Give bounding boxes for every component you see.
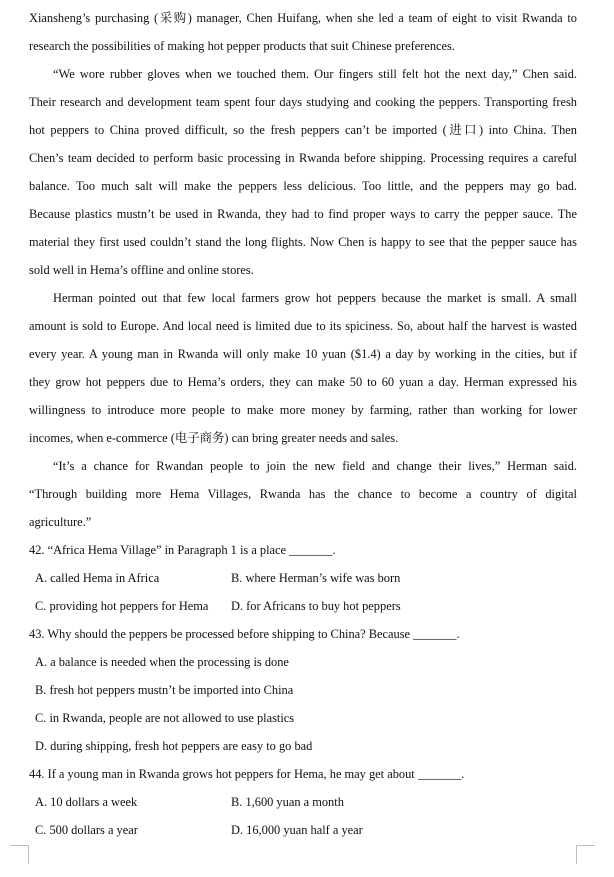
paragraph-4-line: “It’s a chance for Rwandan people to join the new field and change their lives,” Herman said. (53, 459, 577, 473)
paragraph-3-line: they grow hot peppers due to Hema’s orders, they can make 50 to 60 yuan a day. Herman expressed his (29, 375, 577, 389)
option-a[interactable]: A. a balance is needed when the processing is done (35, 655, 289, 669)
option-c[interactable]: C. providing hot peppers for Hema (35, 599, 209, 613)
paragraph-2-line: Their research and development team spent four days studying and cooking the peppers. Transporting fresh (29, 95, 577, 109)
option-c[interactable]: C. in Rwanda, people are not allowed to use plastics (35, 711, 295, 725)
option-d[interactable]: D. during shipping, fresh hot peppers are easy to go bad (35, 739, 313, 753)
paragraph-2-line: “We wore rubber gloves when we touched them. Our fingers still felt hot the next day,” Chen said. (53, 67, 577, 81)
option-d[interactable]: D. for Africans to buy hot peppers (231, 599, 401, 613)
option-b[interactable]: B. 1,600 yuan a month (231, 795, 344, 809)
paragraph-3-line: Herman pointed out that few local farmers grow hot peppers because the market is small. A small (53, 291, 577, 305)
margin-corner-mark-right (576, 845, 595, 864)
paragraph-4-line: “Through building more Hema Villages, Rwanda has the chance to become a country of digital (29, 487, 577, 501)
paragraph-2-line: material they first used couldn’t stand the long flights. Now Chen is happy to see that the pepper sauce has (29, 235, 577, 249)
paragraph-4-line: agriculture.” (29, 515, 92, 529)
question-44-options-row-1 (29, 788, 577, 816)
document-page (29, 4, 577, 844)
paragraph-2-line: hot peppers to China proved difficult, so the fresh peppers can’t be imported (进口) into China. Then (29, 123, 577, 137)
question-43-stem: 43. Why should the peppers be processed before shipping to China? Because _______. (29, 627, 460, 641)
option-b[interactable]: B. where Herman’s wife was born (231, 571, 401, 585)
option-c[interactable]: C. 500 dollars a year (35, 823, 138, 837)
paragraph-2-line: sold well in Hema’s offline and online stores. (29, 263, 254, 277)
paragraph-1-line: Xiansheng’s purchasing (采购) manager, Chen Huifang, when she led a team of eight to visit Rwanda to (29, 11, 577, 25)
paragraph-1-line: research the possibilities of making hot pepper products that suit Chinese preferences. (29, 39, 455, 53)
option-a[interactable]: A. called Hema in Africa (35, 571, 160, 585)
question-42-options-row-2 (29, 592, 577, 620)
option-b[interactable]: B. fresh hot peppers mustn’t be imported into China (35, 683, 294, 697)
paragraph-3-line: willingness to introduce more people to make more money by farming, rather than working for lower (29, 403, 577, 417)
paragraph-3-line: amount is sold to Europe. And local need is limited due to its spiciness. So, about half the harvest is wasted (29, 319, 577, 333)
paragraph-3-line: incomes, when e-commerce (电子商务) can bring greater needs and sales. (29, 431, 399, 445)
paragraph-2-line: Chen’s team decided to perform basic processing in Rwanda before shipping. Processing requires a careful (29, 151, 577, 165)
paragraph-3-line: every year. A young man in Rwanda will only make 10 yuan ($1.4) a day by working in the cities, but if (29, 347, 577, 361)
option-a[interactable]: A. 10 dollars a week (35, 795, 138, 809)
margin-corner-mark-left (10, 845, 29, 864)
question-44-options-row-2 (29, 816, 577, 844)
question-44-stem: 44. If a young man in Rwanda grows hot peppers for Hema, he may get about _______. (29, 767, 465, 781)
question-42-options-row-1 (29, 564, 577, 592)
question-42-stem: 42. “Africa Hema Village” in Paragraph 1 is a place _______. (29, 543, 336, 557)
paragraph-2-line: balance. Too much salt will make the peppers less delicious. Too little, and the peppers may go bad. (29, 179, 577, 193)
paragraph-2-line: Because plastics mustn’t be used in Rwanda, they had to find proper ways to carry the pepper sauce. The (29, 207, 577, 221)
option-d[interactable]: D. 16,000 yuan half a year (231, 823, 363, 837)
